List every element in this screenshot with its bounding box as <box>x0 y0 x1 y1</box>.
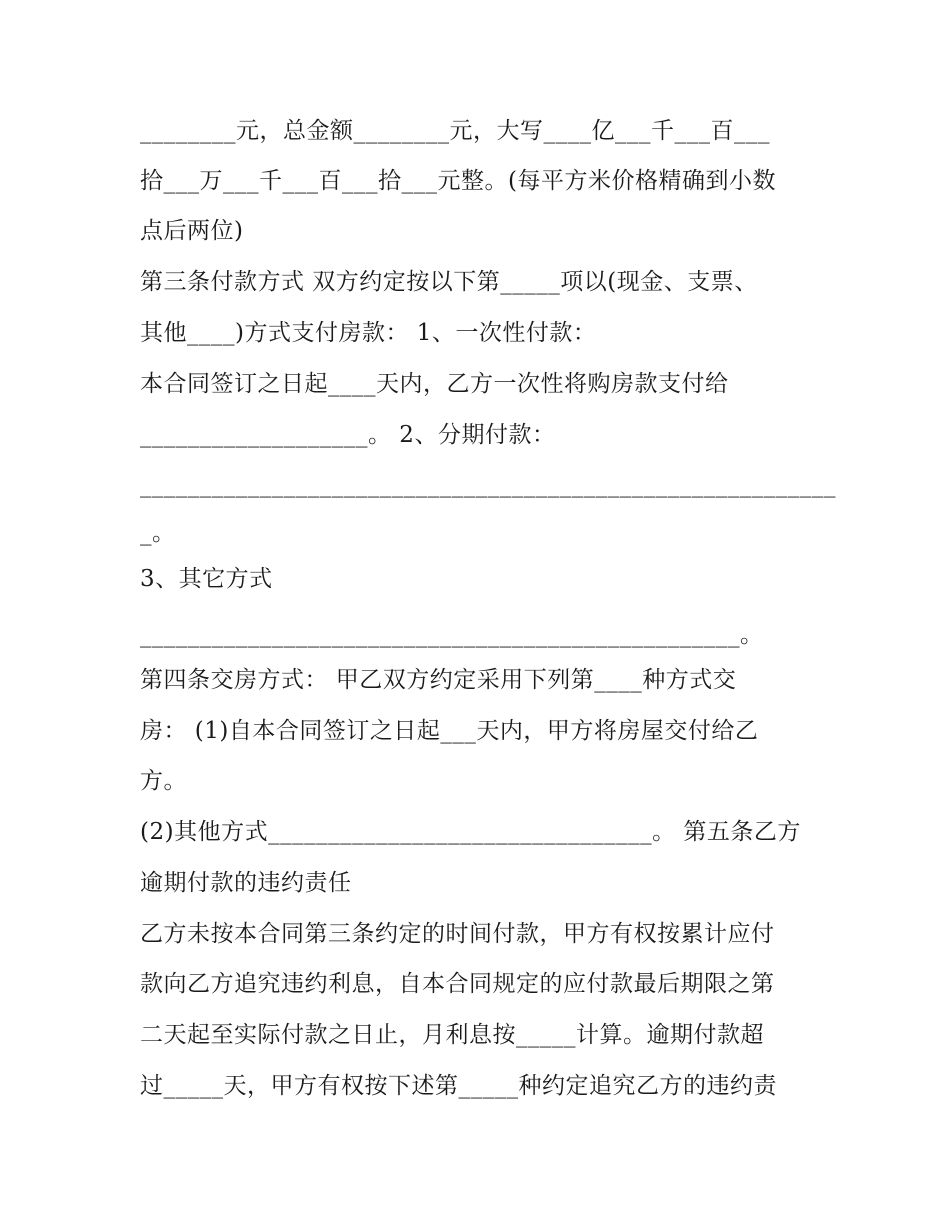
text-line: 款向乙方追究违约利息，自本合同规定的应付款最后期限之第 <box>140 971 775 997</box>
text-line: (2)其他方式________________________________。 第五条乙方 <box>140 819 801 845</box>
text-line: 第四条交房方式： 甲乙双方约定采用下列第____种方式交 <box>140 667 737 693</box>
text-line: 过_____天，甲方有权按下述第_____种约定追究乙方的违约责 <box>140 1073 777 1099</box>
text-line: 拾___万___千___百___拾___元整。(每平方米价格精确到小数 <box>140 168 776 194</box>
text-line: __________________________________________________。 <box>140 622 764 648</box>
text-line: 其他____)方式支付房款： 1、一次性付款： <box>140 320 597 346</box>
text-line: 二天起至实际付款之日止，月利息按_____计算。逾期付款超 <box>140 1022 764 1048</box>
text-line: 乙方未按本合同第三条约定的时间付款，甲方有权按累计应付 <box>140 921 775 947</box>
text-line: _。 <box>140 520 176 546</box>
text-line: 本合同签订之日起____天内，乙方一次性将购房款支付给 <box>140 371 729 397</box>
text-line: ________元，总金额________元，大写____亿___千___百___ <box>140 118 770 144</box>
text-line: 房： (1)自本合同签订之日起___天内，甲方将房屋交付给乙 <box>140 718 759 744</box>
text-line: 方。 <box>140 768 187 794</box>
text-line: 逾期付款的违约责任 <box>140 870 352 896</box>
text-line: 3、其它方式 <box>140 566 273 592</box>
text-line: ___________________。 2、分期付款： <box>140 422 556 448</box>
text-line: 第三条付款方式 双方约定按以下第_____项以(现金、支票、 <box>140 269 758 295</box>
text-line: 点后两位) <box>140 218 244 244</box>
text-line: __________________________________________________________ <box>140 472 836 498</box>
